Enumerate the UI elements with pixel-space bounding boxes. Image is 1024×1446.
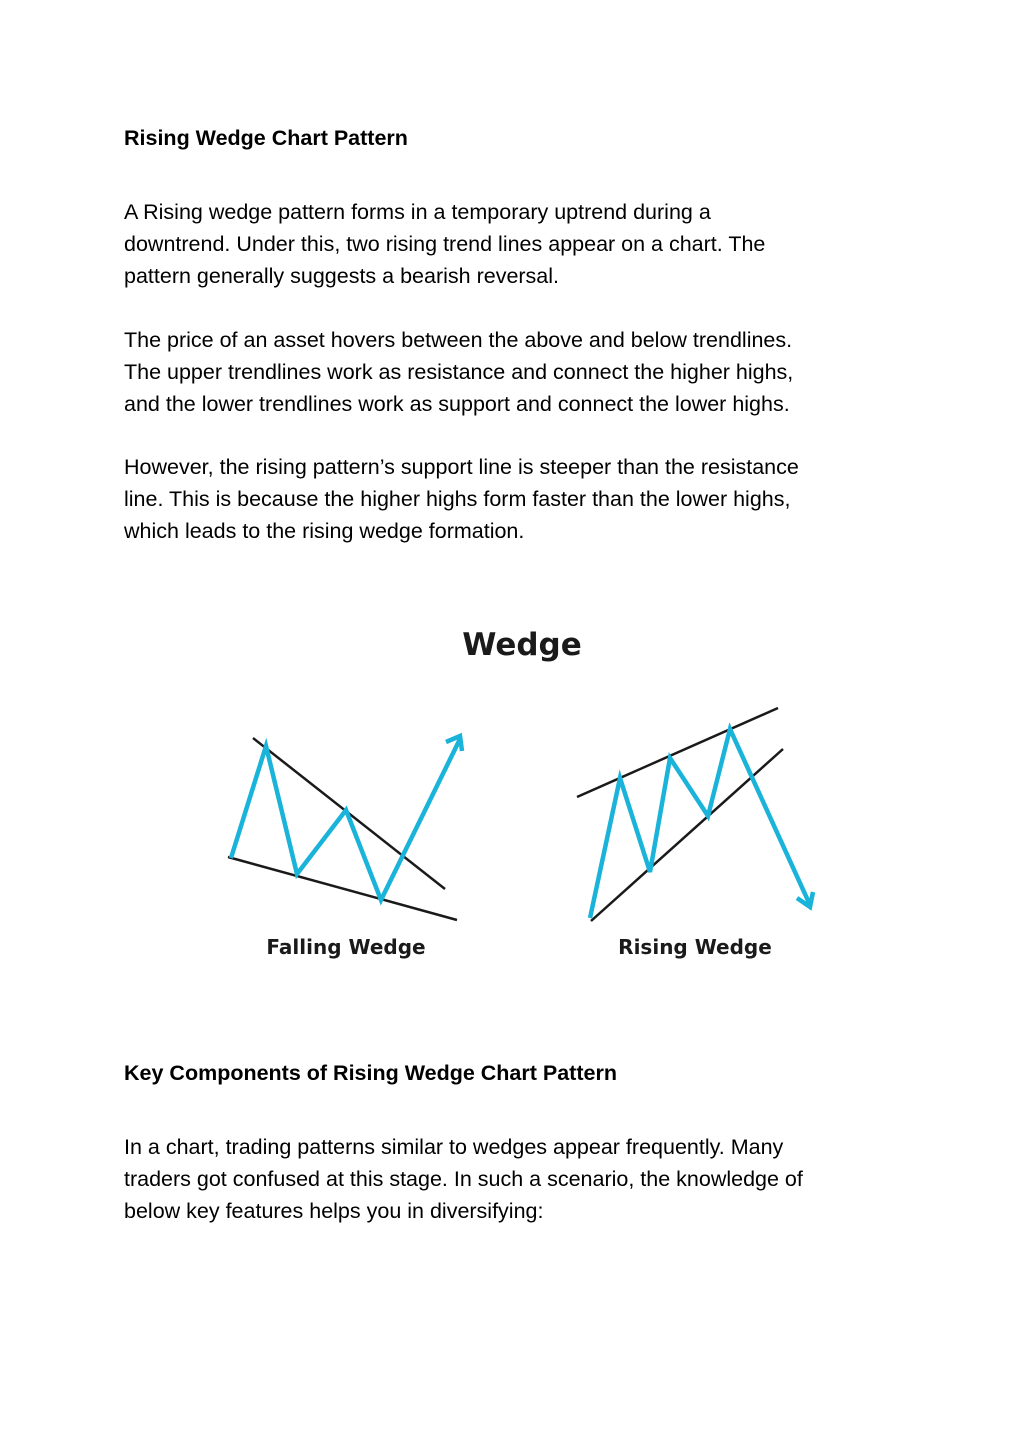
paragraph-line: In a chart, trading patterns similar to wedges appear frequently. Many <box>124 1135 784 1159</box>
paragraph-line: which leads to the rising wedge formation. <box>124 519 525 543</box>
paragraph-line: downtrend. Under this, two rising trend lines appear on a chart. The <box>124 232 766 256</box>
paragraph-line: and the lower trendlines work as support and connect the lower highs. <box>124 392 790 416</box>
paragraph-trendlines <box>124 324 914 420</box>
paragraph-line: pattern generally suggests a bearish reversal. <box>124 264 560 288</box>
paragraph-line: A Rising wedge pattern forms in a temporary uptrend during a <box>124 200 711 224</box>
paragraph-line: However, the rising pattern’s support line is steeper than the resistance <box>124 455 799 479</box>
paragraph-key-features <box>124 1131 914 1227</box>
wedge-illustration <box>0 600 1024 1000</box>
rising-wedge-diagram <box>577 708 813 921</box>
figure-title: Wedge <box>462 627 582 663</box>
paragraph-intro <box>124 196 914 292</box>
paragraph-line: The upper trendlines work as resistance and connect the higher highs, <box>124 360 794 384</box>
rising-wedge-label: Rising Wedge <box>618 935 772 959</box>
wedge-figure <box>0 600 1024 1000</box>
rising-resistance-line <box>577 708 778 797</box>
paragraph-line: The price of an asset hovers between the above and below trendlines. <box>124 328 793 352</box>
paragraph-support-steeper <box>124 451 914 547</box>
paragraph-line: traders got confused at this stage. In such a scenario, the knowledge of <box>124 1167 803 1191</box>
paragraph-line: below key features helps you in diversifying: <box>124 1199 544 1223</box>
section-heading-rising-wedge: Rising Wedge Chart Pattern <box>124 126 408 150</box>
paragraph-line: line. This is because the higher highs form faster than the lower highs, <box>124 487 791 511</box>
section-heading-key-components: Key Components of Rising Wedge Chart Pattern <box>124 1061 617 1085</box>
falling-price-path <box>231 739 460 900</box>
falling-wedge-diagram <box>228 736 462 920</box>
falling-wedge-label: Falling Wedge <box>266 935 426 959</box>
falling-support-line <box>228 857 457 920</box>
